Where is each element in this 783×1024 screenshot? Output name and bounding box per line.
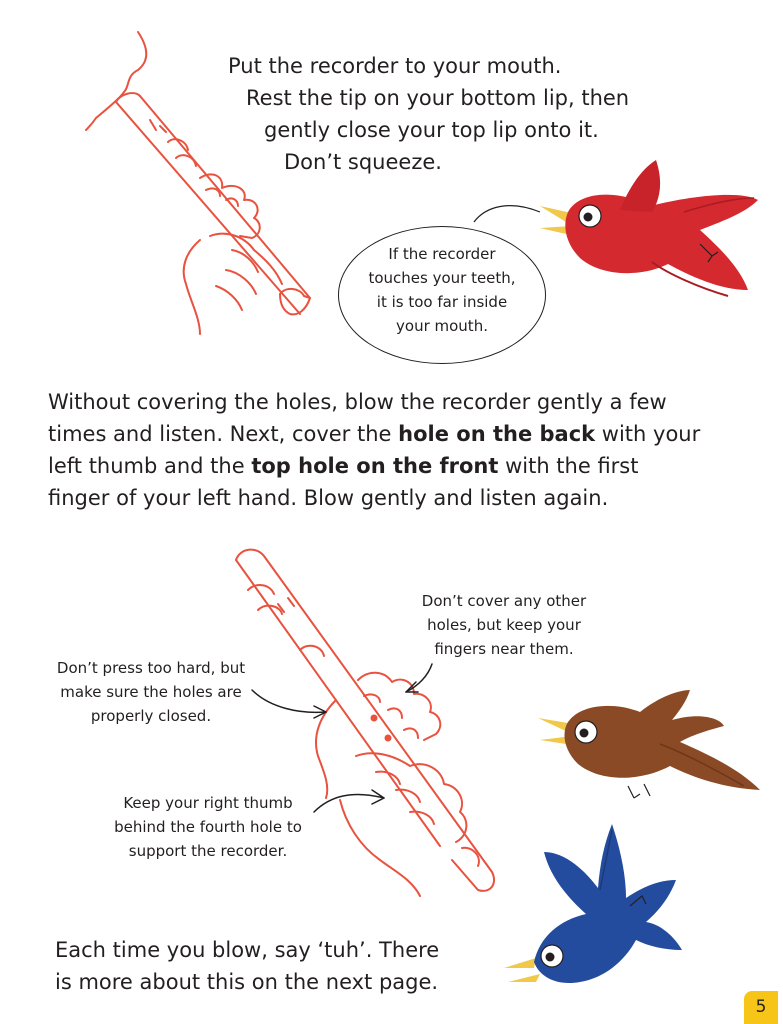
callout-press-holes — [46, 656, 256, 728]
emphasis-text: hole on the back — [398, 422, 596, 446]
blue-bird-icon — [504, 824, 682, 983]
callout-line: Don’t press too hard, but — [56, 659, 246, 677]
paragraph-line — [48, 418, 748, 450]
callout-line: make sure the holes are — [60, 683, 242, 701]
brown-bird-icon — [538, 690, 760, 798]
bubble-line: If the recorder — [388, 245, 496, 263]
callout-line: behind the fourth hole to — [114, 818, 302, 836]
outro-line: is more about this on the next page. — [55, 970, 439, 994]
page-number: 5 — [744, 991, 778, 1024]
paragraph-line — [48, 450, 748, 482]
bubble-line: your mouth. — [396, 317, 488, 335]
callout-line: Keep your right thumb — [123, 794, 293, 812]
callout-line: holes, but keep your — [427, 616, 581, 634]
intro-line: Put the recorder to your mouth. — [228, 54, 562, 78]
intro-line: Rest the tip on your bottom lip, then — [246, 86, 630, 110]
paragraph-text: with the first — [498, 454, 639, 478]
paragraph-text: times and listen. Next, cover the — [48, 422, 399, 446]
callout-line: Don’t cover any other — [421, 592, 587, 610]
paragraph-line: Without covering the holes, blow the recorder gently a few — [48, 390, 667, 414]
bubble-line: it is too far inside — [376, 293, 508, 311]
speech-bubble-text — [338, 242, 546, 338]
bubble-line: touches your teeth, — [368, 269, 516, 287]
callout-line: properly closed. — [90, 707, 212, 725]
intro-text — [228, 50, 629, 178]
emphasis-text: top hole on the front — [251, 454, 499, 478]
intro-line: Don’t squeeze. — [284, 150, 442, 174]
outro-line: Each time you blow, say ‘tuh’. There — [55, 938, 440, 962]
instruction-paragraph — [48, 386, 748, 514]
paragraph-text: with your — [595, 422, 701, 446]
outro-text — [55, 934, 439, 998]
callout-line: fingers near them. — [434, 640, 574, 658]
callout-cover-holes — [414, 589, 594, 661]
paragraph-line: finger of your left hand. Blow gently and listen again. — [48, 486, 609, 510]
callout-right-thumb — [102, 791, 314, 863]
intro-line: gently close your top lip onto it. — [264, 118, 599, 142]
paragraph-text: left thumb and the — [48, 454, 252, 478]
callout-line: support the recorder. — [128, 842, 288, 860]
